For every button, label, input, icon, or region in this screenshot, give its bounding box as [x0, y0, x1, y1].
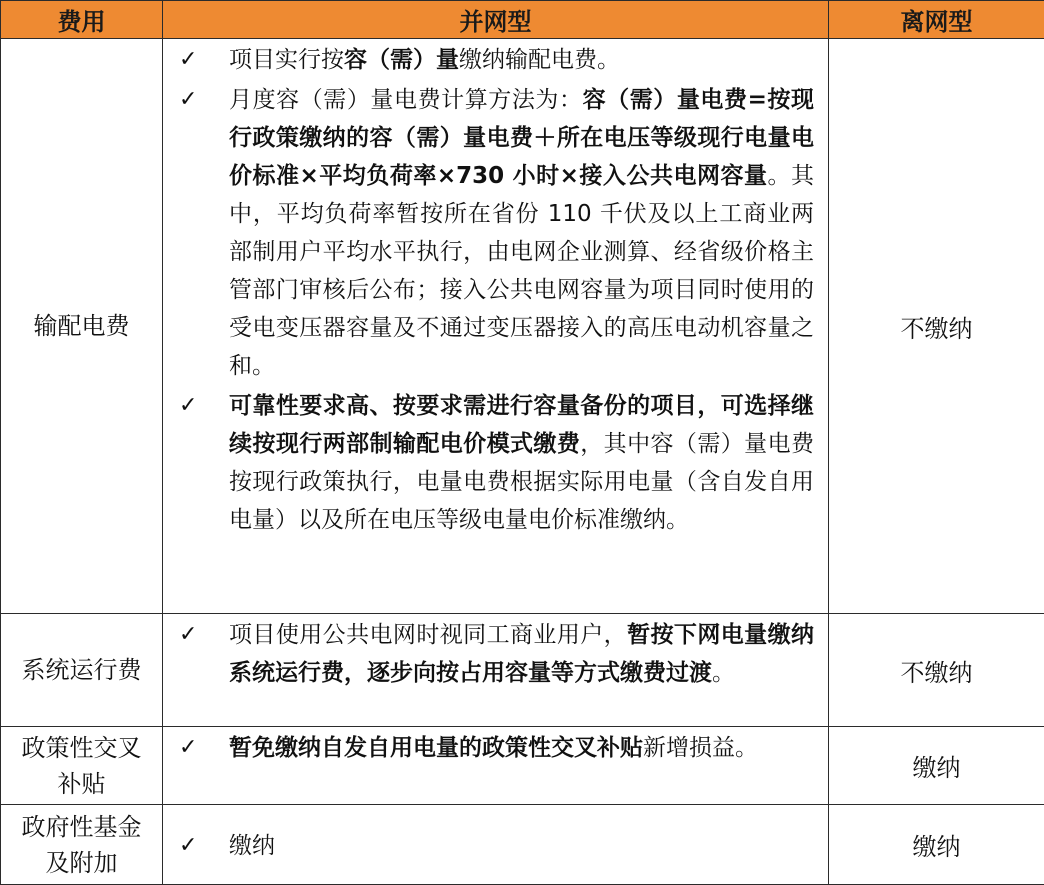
fee-name-cell: 输配电费: [1, 39, 163, 614]
item-list: [163, 39, 828, 539]
fee-name-cell: [1, 805, 163, 885]
item-text: 缴纳输配电费。: [459, 47, 620, 73]
fee-name-cell: [1, 727, 163, 805]
item-text: 。: [712, 660, 735, 686]
check-icon: ✓: [179, 832, 198, 858]
off-grid-cell: 不缴纳: [829, 39, 1044, 614]
table-row: [1, 727, 1044, 805]
table-row: [1, 805, 1044, 885]
list-item: [163, 385, 828, 539]
item-list: [163, 614, 828, 692]
off-grid-cell: 缴纳: [829, 727, 1044, 805]
fee-name-line: 政府性基金: [21, 812, 142, 841]
grid-connected-cell: [163, 39, 829, 614]
fee-name-line: 及附加: [45, 848, 118, 877]
header-fee: 费用: [1, 1, 163, 39]
item-text: 项目使用公共电网时视同工商业用户，: [229, 622, 628, 648]
item-text: 。其中，平均负荷率暂按所在省份 110 千伏及以上工商业两部制用户平均水平执行，由电网企业测算、经省级价格主管部门审核后公布；接入公共电网容量为项目同时使用的受电变压器容量及不通过变压器接入的高压电动机容量之和。: [229, 163, 814, 379]
check-icon: ✓: [179, 622, 198, 647]
check-icon: ✓: [179, 393, 198, 418]
item-bold-text: 暂免缴纳自发自用电量的政策性交叉补贴: [229, 735, 643, 761]
off-grid-cell: 不缴纳: [829, 614, 1044, 727]
item-bold-text: 暂按下网电量缴纳系统运行费，逐步向按占用容量等方式缴费过渡: [229, 622, 815, 686]
list-item: [163, 825, 828, 865]
list-item: [163, 727, 828, 767]
check-icon: ✓: [179, 87, 198, 112]
grid-connected-cell: [163, 727, 829, 805]
item-text: 缴纳: [229, 832, 275, 859]
item-list: [163, 727, 828, 767]
item-text: ，其中容（需）量电费按现行政策执行，电量电费根据实际用电量（含自发自用电量）以及所在电压等级电量电价标准缴纳。: [229, 431, 815, 533]
item-bold-text: 容（需）量: [344, 47, 459, 73]
item-text: 月度容（需）量电费计算方法为：: [229, 87, 583, 113]
fee-name-cell: 系统运行费: [1, 614, 163, 727]
fee-name-line: 政策性交叉: [21, 733, 142, 762]
item-bold-text: 可靠性要求高、按要求需进行容量备份的项目，可选择继续按现行两部制输配电价模式缴费: [229, 393, 814, 457]
off-grid-cell: 缴纳: [829, 805, 1044, 885]
item-text: 新增损益。: [643, 735, 758, 761]
header-off-grid: 离网型: [829, 1, 1044, 39]
list-item: [163, 39, 828, 79]
table-header-row: [1, 1, 1044, 39]
item-bold-text: 容（需）量电费=按现行政策缴纳的容（需）量电费＋所在电压等级现行电量电价标准×平均负荷率×730 小时×接入公共电网容量: [229, 87, 814, 189]
table-row: [1, 614, 1044, 727]
grid-connected-cell: [163, 614, 829, 727]
check-icon: ✓: [179, 735, 198, 760]
fee-name-line: 补贴: [57, 769, 106, 798]
header-grid-connected: 并网型: [163, 1, 829, 39]
list-item: [163, 614, 828, 692]
table-row: [1, 39, 1044, 614]
item-list: [163, 825, 828, 865]
item-text: 项目实行按: [229, 47, 344, 73]
grid-connected-cell: [163, 805, 829, 885]
check-icon: ✓: [179, 47, 198, 72]
list-item: [163, 79, 828, 385]
